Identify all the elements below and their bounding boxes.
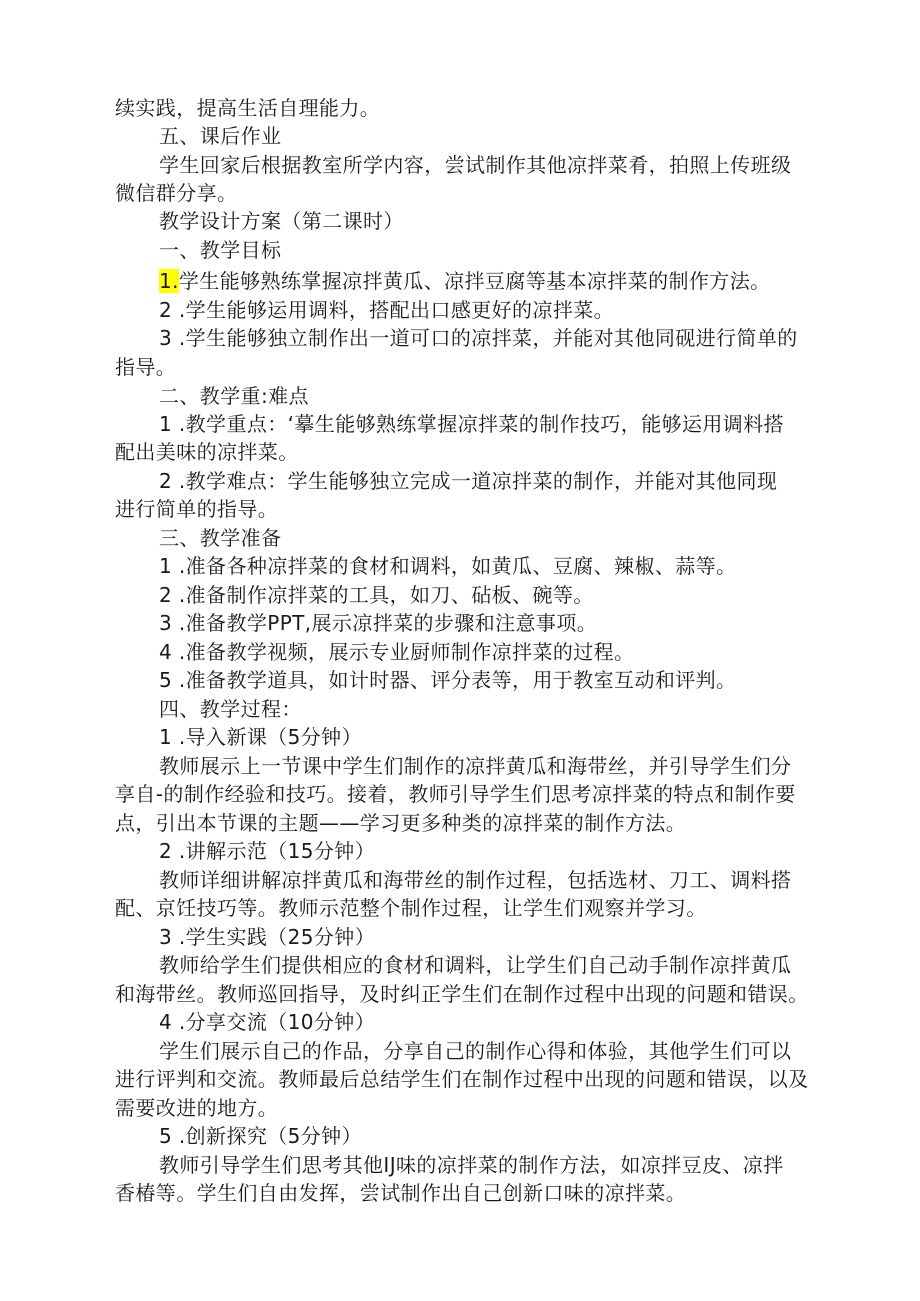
list-item: 5 .准备教学道具，如计时器、评分表等，用于教室互动和评判。 bbox=[159, 668, 737, 692]
text-line: 享自-的制作经验和技巧。接着，教师引导学生们思考凉拌菜的特点和制作要 bbox=[115, 782, 796, 806]
text-line: 配出美味的凉拌菜。 bbox=[115, 440, 299, 464]
text-line: 配、京饪技巧等。教师示范整个制作过程，让学生们观察并学习。 bbox=[115, 896, 707, 920]
text-line: 进行评判和交流。教师最后总结学生们在制作过程中出现的问题和错误，以及 bbox=[115, 1067, 809, 1091]
list-item: 4 .准备教学视频，展示专业厨师制作凉拌菜的过程。 bbox=[159, 640, 635, 664]
document-title: 教学设计方案（第二课时） bbox=[159, 209, 404, 233]
section-heading: 二、教学重:难点 bbox=[159, 384, 309, 408]
text-line: 学生们展示自己的作品，分享自己的制作心得和体验，其他学生们可以 bbox=[159, 1039, 792, 1063]
list-item: 3 .准备教学PPT,展示凉拌菜的步骤和注意事项。 bbox=[159, 611, 598, 635]
text-line: 教师展示上一节课中学生们制作的凉拌黄瓜和海带丝，并引导学生们分 bbox=[159, 754, 792, 778]
list-item: 5 .创新探究（5分钟） bbox=[159, 1124, 362, 1148]
highlighted-number: 1. bbox=[159, 269, 179, 293]
list-item: 1 .导入新课（5分钟） bbox=[159, 725, 362, 749]
text-line: 学生回家后根据教室所学内容，尝试制作其他凉拌菜肴，拍照上传班级 bbox=[159, 153, 792, 177]
text-line: 指导。 bbox=[115, 355, 177, 379]
list-item: 1 .教学重点：‘摹生能够熟练掌握凉拌菜的制作技巧，能够运用调料搭 bbox=[159, 412, 784, 436]
text-line: 教师给学生们提供相应的食材和调料，让学生们自己动手制作凉拌黄瓜 bbox=[159, 953, 792, 977]
section-heading: 一、教学目标 bbox=[159, 238, 282, 262]
text-line: 香椿等。学生们自由发挥，尝试制作出自己创新口味的凉拌菜。 bbox=[115, 1181, 687, 1205]
list-item: 2 .学生能够运用调料，搭配出口感更好的凉拌菜。 bbox=[159, 298, 615, 322]
text-line: 教师详细讲解凉拌黄瓜和海带丝的制作过程，包括选材、刀工、调料搭 bbox=[159, 868, 792, 892]
list-item: 2 .讲解示范（15分钟） bbox=[159, 839, 376, 863]
list-item: 2 .教学难点：学生能够独立完成一道凉拌菜的制作，并能对其他同现 bbox=[159, 469, 778, 493]
list-item: 1 .准备各种凉拌菜的食材和调料，如黄瓜、豆腐、辣椒、蒜等。 bbox=[159, 554, 737, 578]
list-item: 3 .学生实践（25分钟） bbox=[159, 925, 376, 949]
text-line: 进行简单的指导。 bbox=[115, 497, 279, 521]
list-item: 2 .准备制作凉拌菜的工具，如刀、砧板、碗等。 bbox=[159, 583, 594, 607]
list-item bbox=[159, 267, 771, 295]
text-line: 需要改进的地方。 bbox=[115, 1096, 279, 1120]
text-line: 微信群分享。 bbox=[115, 181, 238, 205]
section-heading: 四、教学过程： bbox=[159, 697, 302, 721]
section-heading: 五、课后作业 bbox=[159, 124, 282, 148]
list-item: 3 .学生能够独立制作出一道可口的凉拌菜，并能对其他同砚进行简单的 bbox=[159, 326, 798, 350]
text-line: 续实践，提高生活自理能力。 bbox=[115, 96, 381, 120]
text-line: 点，引出本节课的主题——学习更多种类的凉拌菜的制作方法。 bbox=[115, 811, 687, 835]
list-item-text: 学生能够熟练掌握凉拌黄瓜、凉拌豆腐等基本凉拌菜的制作方法。 bbox=[178, 269, 771, 293]
list-item: 4 .分享交流（10分钟） bbox=[159, 1010, 376, 1034]
section-heading: 三、教学准备 bbox=[159, 526, 282, 550]
text-line: 和海带丝。教师巡回指导，及时纠正学生们在制作过程中出现的问题和错误。 bbox=[115, 982, 809, 1006]
text-line: 教师引导学生们思考其他IJ味的凉拌菜的制作方法，如凉拌豆皮、凉拌 bbox=[159, 1153, 784, 1177]
